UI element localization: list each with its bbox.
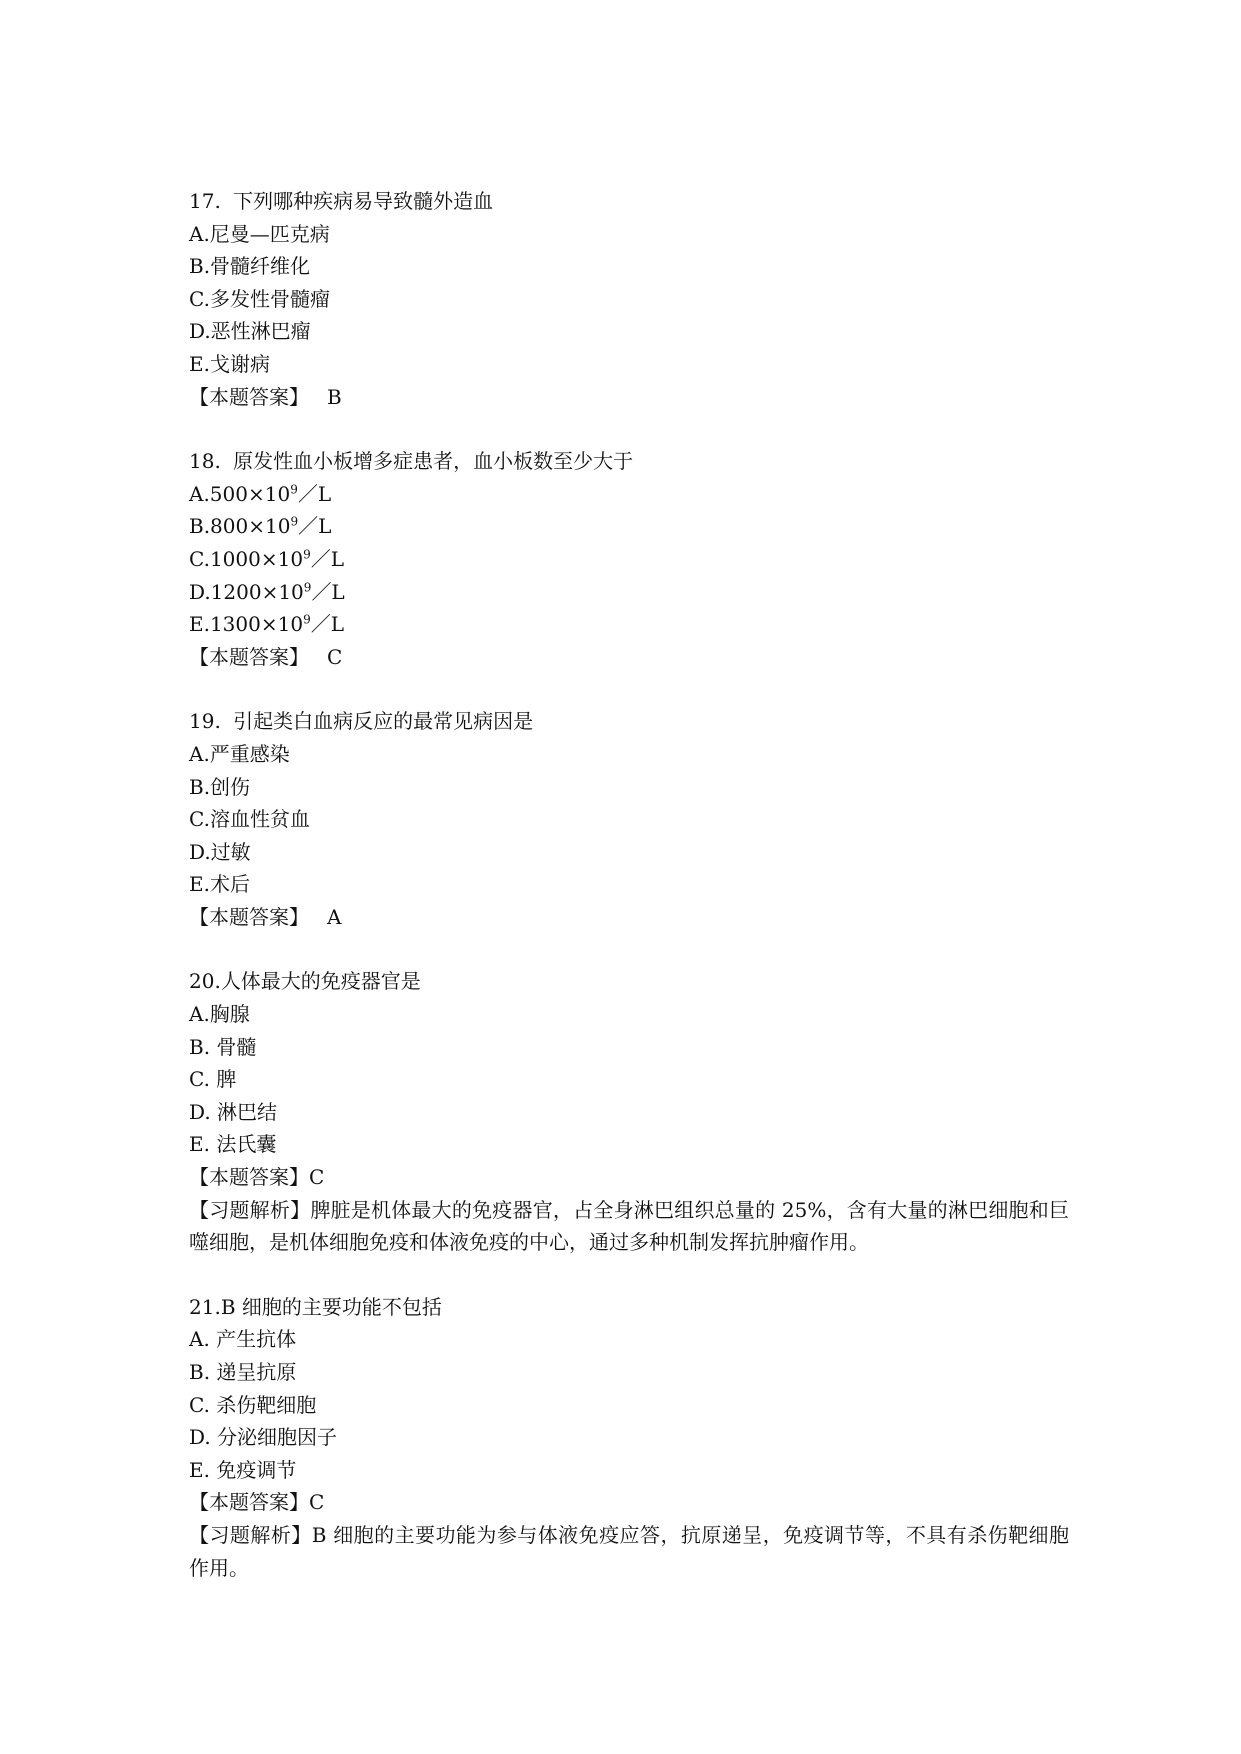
option-value: D.1200×10 [189,579,304,604]
question-18 [189,445,1069,673]
option-b: B. 递呈抗原 [189,1360,297,1384]
option-value: B.800×10 [189,514,291,539]
question-stem [189,445,1069,478]
option-a: A.胸腺 [189,1002,250,1027]
option-d: D. 淋巴结 [189,1099,278,1124]
option-a: A. 产生抗体 [189,1327,297,1352]
exponent: 9 [290,482,298,497]
answer-label: 【本题答案】 [189,384,309,409]
option-a: A.尼曼—匹克病 [189,221,330,246]
option-e: E. 免疫调节 [189,1457,297,1482]
answer-line [189,1486,1069,1519]
question-stem [189,185,1069,218]
analysis-block [189,1194,1069,1259]
option-b: B. 骨髓 [189,1034,257,1059]
question-text: 引起类白血病反应的最常见病因是 [233,709,534,734]
option-value: A.500×10 [189,481,291,506]
answer-label: 【本题答案】 [189,644,309,669]
analysis-label: 【习题解析】 [189,1197,311,1222]
question-text: 人体最大的免疫器官是 [220,969,421,994]
option-a [189,478,1069,511]
answer-line [189,901,1069,934]
option-e: E. 法氏囊 [189,1132,277,1157]
option-c: C.多发性骨髓瘤 [189,286,330,311]
question-stem [189,965,1069,998]
question-text: 下列哪种疾病易导致髓外造血 [233,189,494,213]
exponent: 9 [290,514,299,529]
option-d [189,576,1069,609]
exponent: 9 [303,547,311,562]
document-page [189,185,1069,1616]
analysis-label: 【习题解析】 [189,1522,312,1547]
option-d: D.恶性淋巴瘤 [189,319,311,344]
exponent: 9 [303,612,311,627]
question-21 [189,1291,1069,1584]
question-stem [189,705,1069,738]
answer-value: C [327,644,343,669]
exponent: 9 [303,579,312,594]
question-17 [189,185,1069,413]
option-a: A.严重感染 [189,741,290,766]
option-value: C.1000×10 [189,546,304,571]
option-b [189,510,1069,543]
question-19 [189,705,1069,933]
unit: ／L [311,579,345,604]
option-e: E.术后 [189,872,250,897]
answer-value: A [327,904,342,929]
question-stem [189,1291,1069,1324]
question-number: 20. [189,969,221,994]
answer-value: B [327,384,342,409]
analysis-text: B 细胞的主要功能为参与体液免疫应答，抗原递呈，免疫调节等，不具有杀伤靶细胞作用。 [189,1522,1070,1580]
question-text: B 细胞的主要功能不包括 [220,1294,442,1319]
answer-label: 【本题答案】 [189,1165,309,1190]
option-d: D. 分泌细胞因子 [189,1425,338,1450]
option-b: B.骨髓纤维化 [189,254,311,279]
answer-line [189,381,1069,414]
unit: ／L [298,514,332,539]
analysis-block [189,1519,1069,1584]
unit: ／L [297,481,332,506]
question-number: 17. [189,189,221,213]
question-number: 19. [189,709,221,734]
answer-label: 【本题答案】 [189,1490,309,1515]
unit: ／L [310,546,344,571]
question-number: 18. [189,449,221,474]
option-b: B.创伤 [189,774,251,799]
answer-line [189,1161,1069,1194]
answer-label: 【本题答案】 [189,904,309,929]
option-value: E.1300×10 [189,612,304,637]
answer-value: C [309,1490,325,1515]
option-c: C. 脾 [189,1067,237,1092]
option-c: C. 杀伤靶细胞 [189,1392,317,1417]
answer-line [189,641,1069,674]
option-e [189,608,1069,641]
question-number: 21. [189,1294,221,1319]
option-e: E.戈谢病 [189,351,270,376]
unit: ／L [310,612,344,637]
question-text: 原发性血小板增多症患者，血小板数至少大于 [233,449,634,474]
question-20 [189,965,1069,1258]
analysis-text: 脾脏是机体最大的免疫器官，占全身淋巴组织总量的 25%，含有大量的淋巴细胞和巨噬细胞，是机体细胞免疫和体液免疫的中心，通过多种机制发挥抗肿瘤作用。 [189,1197,1069,1255]
option-d: D.过敏 [189,839,251,864]
option-c [189,543,1069,576]
answer-value: C [309,1165,325,1190]
option-c: C.溶血性贫血 [189,807,310,832]
